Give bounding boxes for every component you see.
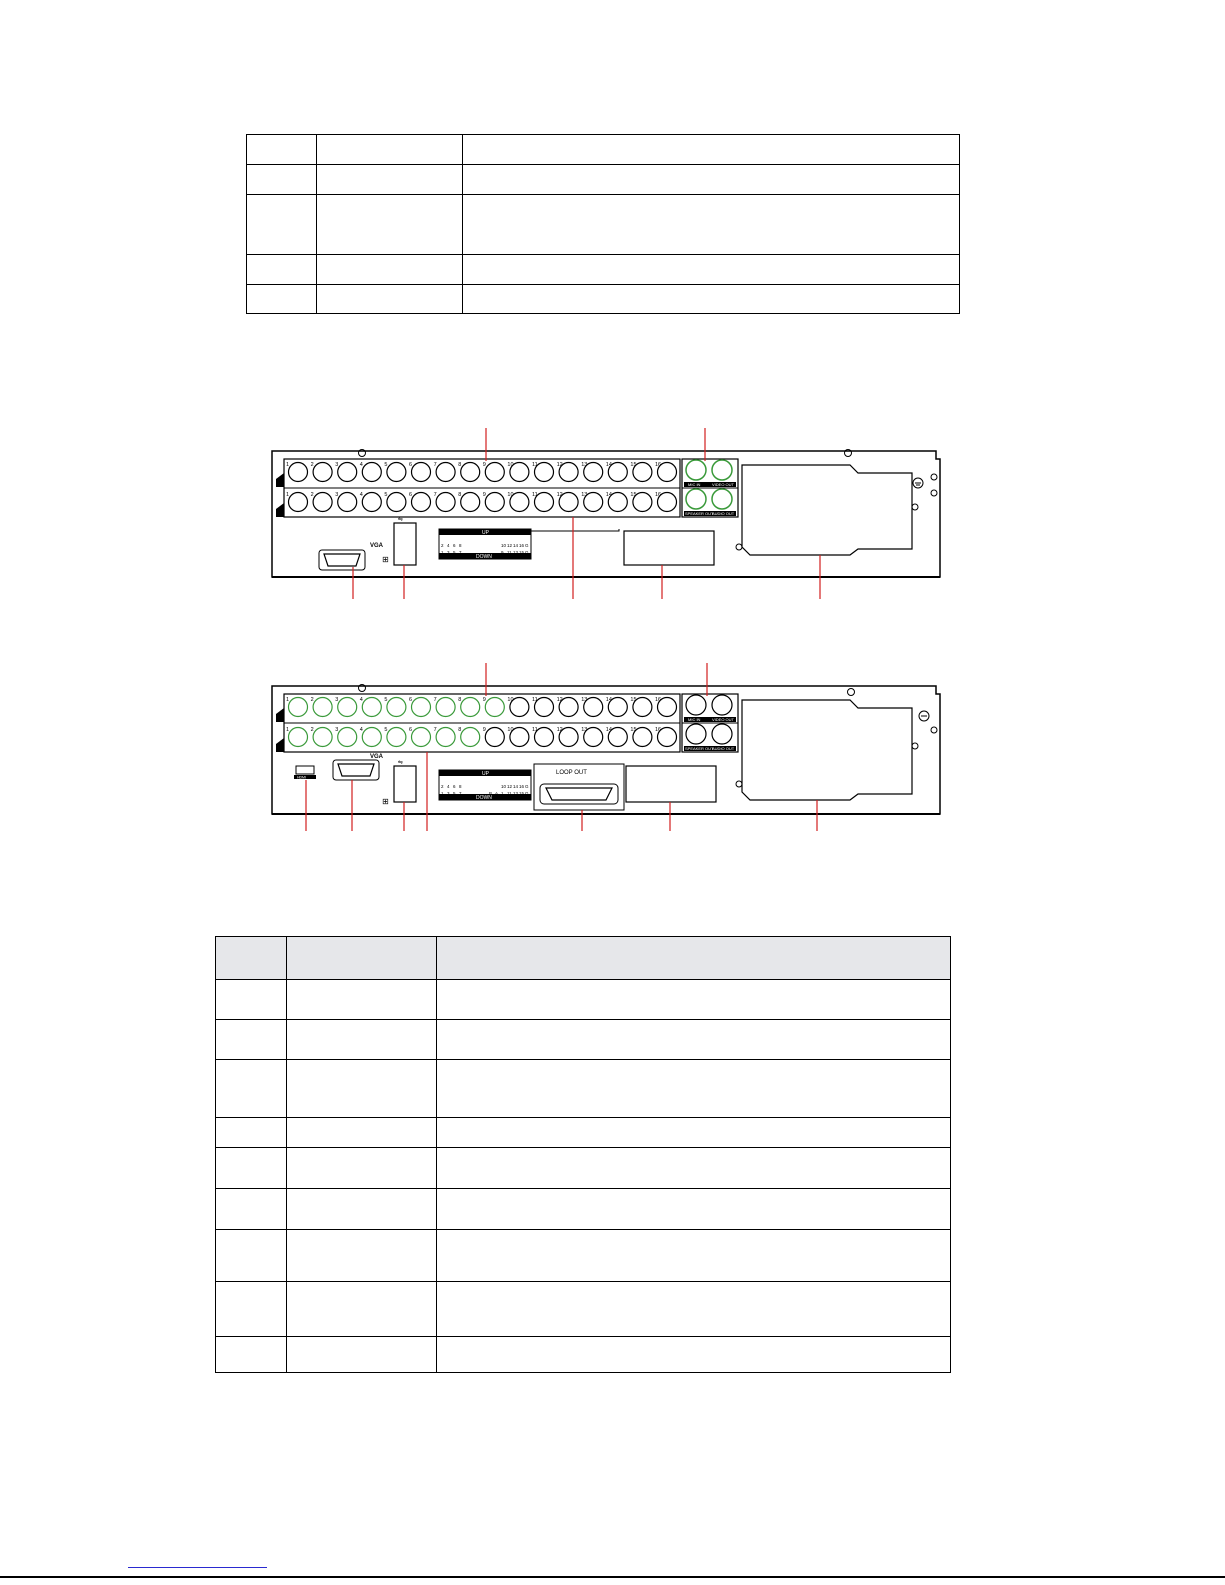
row-name bbox=[287, 1148, 437, 1189]
row-num bbox=[216, 937, 287, 980]
cover-plate bbox=[626, 766, 716, 802]
row-desc bbox=[463, 135, 960, 165]
channel-number: 3 bbox=[335, 727, 339, 733]
row-num bbox=[216, 1148, 287, 1189]
row-num bbox=[247, 195, 317, 255]
loop-out-bnc bbox=[482, 492, 504, 512]
table-row bbox=[247, 135, 960, 165]
row-desc bbox=[463, 165, 960, 195]
video-in-bnc bbox=[387, 698, 406, 717]
channel-number: 12 bbox=[556, 492, 563, 498]
network-icon: ⊞ bbox=[382, 797, 389, 806]
channel-number: 10 bbox=[507, 727, 514, 733]
alarm-pin-label: 8 bbox=[459, 784, 462, 789]
video-out-connector bbox=[712, 460, 732, 480]
chassis-outline bbox=[272, 686, 940, 814]
row-desc bbox=[437, 980, 951, 1020]
alarm-pin-label: 1 bbox=[501, 791, 504, 796]
alarm-pin-label: 14 bbox=[513, 784, 519, 789]
row-num bbox=[216, 1060, 287, 1118]
alarm-pin-label: 13 bbox=[513, 550, 519, 555]
alarm-pin-label: 3 bbox=[447, 791, 450, 796]
loop-out-bnc bbox=[387, 493, 406, 512]
loop-out-bnc bbox=[338, 728, 357, 747]
alarm-up-label: UP bbox=[482, 530, 489, 536]
row-name bbox=[287, 980, 437, 1020]
speaker-out-label: SPEAKER OUT bbox=[685, 746, 714, 751]
channel-number: 9 bbox=[482, 462, 486, 468]
table-row bbox=[247, 255, 960, 285]
table-row bbox=[216, 1148, 951, 1189]
loop-out-bnc bbox=[433, 492, 455, 512]
power-supply bbox=[742, 465, 912, 555]
channel-number: 8 bbox=[458, 727, 462, 733]
channel-number: 15 bbox=[630, 462, 637, 468]
row-num bbox=[216, 1189, 287, 1230]
channel-number: 16 bbox=[655, 727, 662, 733]
alarm-pin-label: 10 bbox=[501, 543, 507, 548]
channel-number: 2 bbox=[310, 697, 314, 703]
speaker-out-connector bbox=[686, 489, 706, 509]
video-out-label: VIDEO OUT bbox=[712, 717, 735, 722]
rear-panel-table-1 bbox=[246, 134, 960, 314]
video-in-bnc bbox=[461, 463, 480, 482]
video-in-bnc bbox=[482, 462, 504, 482]
channel-number: 12 bbox=[556, 462, 563, 468]
screw-icon bbox=[931, 474, 937, 480]
channel-number: 12 bbox=[556, 727, 563, 733]
alarm-pin-label: 2 bbox=[441, 784, 444, 789]
footer-link-underline[interactable] bbox=[128, 1567, 267, 1568]
channel-number: 10 bbox=[507, 492, 514, 498]
row-desc bbox=[437, 937, 951, 980]
alarm-pin-label: 7 bbox=[459, 791, 462, 796]
row-desc bbox=[437, 1148, 951, 1189]
loop-out-port bbox=[546, 788, 612, 800]
alarm-pin-label: 9 bbox=[501, 550, 504, 555]
channel-number: 9 bbox=[482, 727, 486, 733]
alarm-pin-label: B bbox=[489, 791, 493, 796]
expansion-slot bbox=[531, 529, 619, 531]
loop-out-tag bbox=[276, 503, 284, 517]
channel-number: 7 bbox=[433, 697, 437, 703]
row-name bbox=[287, 1337, 437, 1373]
loop-out-bnc bbox=[289, 728, 308, 747]
channel-number: 15 bbox=[630, 492, 637, 498]
channel-number: 3 bbox=[335, 492, 339, 498]
speaker-out-connector bbox=[686, 724, 706, 744]
mic-in-label: MIC IN bbox=[688, 717, 701, 722]
loop-out-bnc bbox=[461, 493, 480, 512]
alarm-pin-label: 3 bbox=[447, 550, 450, 555]
video-in-bnc bbox=[412, 698, 431, 717]
rear-panel-table-2 bbox=[215, 936, 951, 1373]
row-name bbox=[317, 195, 463, 255]
row-name bbox=[287, 1230, 437, 1282]
channel-number: 1 bbox=[286, 492, 290, 498]
table-header-row bbox=[216, 937, 951, 980]
channel-number: 14 bbox=[605, 727, 612, 733]
power-supply bbox=[742, 700, 912, 800]
channel-number: 15 bbox=[630, 727, 637, 733]
row-num bbox=[247, 285, 317, 314]
channel-number: 4 bbox=[359, 727, 363, 733]
alarm-pin-label: A bbox=[495, 791, 499, 796]
loop-out-bnc bbox=[289, 493, 308, 512]
channel-number: 1 bbox=[286, 727, 290, 733]
alarm-pin-label: G bbox=[525, 791, 529, 796]
channel-number: 14 bbox=[605, 492, 612, 498]
channel-number: 3 bbox=[335, 462, 339, 468]
vga-label: VGA bbox=[370, 754, 384, 760]
alarm-pin-label: 16 bbox=[519, 784, 525, 789]
channel-number: 11 bbox=[532, 697, 538, 703]
vga-label: VGA bbox=[370, 543, 384, 549]
alarm-pin-label: 16 bbox=[519, 543, 525, 548]
channel-number: 16 bbox=[655, 492, 662, 498]
network-icon: ⊞ bbox=[382, 555, 389, 564]
channel-number: 1 bbox=[286, 462, 290, 468]
channel-number: 11 bbox=[532, 727, 538, 733]
row-num bbox=[247, 135, 317, 165]
table-row bbox=[216, 1118, 951, 1148]
bnc-connectors bbox=[289, 698, 677, 747]
loop-out-bnc bbox=[461, 728, 480, 747]
channel-number: 4 bbox=[359, 697, 363, 703]
channel-number: 5 bbox=[384, 492, 388, 498]
screw-icon bbox=[848, 689, 855, 696]
audio-out-connector bbox=[712, 724, 732, 744]
loop-out-bnc bbox=[412, 728, 431, 747]
rear-panel-diagram-b bbox=[264, 660, 950, 835]
channel-number: 6 bbox=[409, 462, 413, 468]
row-num bbox=[216, 1230, 287, 1282]
channel-number: 13 bbox=[581, 492, 588, 498]
loop-out-bnc bbox=[338, 493, 357, 512]
alarm-down-label: DOWN bbox=[476, 795, 492, 801]
row-name bbox=[317, 285, 463, 314]
alarm-pin-label: G bbox=[525, 543, 529, 548]
row-num bbox=[247, 255, 317, 285]
row-desc bbox=[437, 1189, 951, 1230]
row-num bbox=[216, 1118, 287, 1148]
row-name bbox=[287, 1282, 437, 1337]
channel-number: 6 bbox=[409, 492, 413, 498]
row-name bbox=[317, 135, 463, 165]
audio-out-label: AUDIO OUT bbox=[712, 746, 735, 751]
channel-number: 14 bbox=[605, 697, 612, 703]
footer-rule bbox=[0, 1576, 1225, 1578]
mic-in-connector bbox=[686, 695, 706, 715]
video-in-bnc bbox=[310, 462, 332, 482]
channel-number: 7 bbox=[433, 492, 437, 498]
channel-number: 4 bbox=[359, 492, 363, 498]
table-row bbox=[247, 285, 960, 314]
alarm-pin-label: 6 bbox=[453, 784, 456, 789]
channel-number: 6 bbox=[409, 697, 413, 703]
video-in-bnc bbox=[412, 463, 431, 482]
channel-number: 8 bbox=[458, 492, 462, 498]
row-desc bbox=[437, 1060, 951, 1118]
alarm-pin-label: G bbox=[525, 784, 529, 789]
table-row bbox=[247, 195, 960, 255]
channel-number: 2 bbox=[310, 727, 314, 733]
video-in-bnc bbox=[359, 697, 381, 717]
row-name bbox=[317, 165, 463, 195]
channel-number: 15 bbox=[630, 697, 637, 703]
alarm-pin-label: 7 bbox=[459, 550, 462, 555]
alarm-pin-label: 11 bbox=[507, 550, 512, 555]
cover-plate bbox=[624, 531, 714, 565]
channel-number: 7 bbox=[433, 727, 437, 733]
row-desc bbox=[437, 1020, 951, 1060]
channel-number: 5 bbox=[384, 727, 388, 733]
channel-number: 5 bbox=[384, 462, 388, 468]
loop-out-tag bbox=[276, 738, 284, 752]
hdmi-port bbox=[296, 766, 314, 774]
video-in-bnc bbox=[310, 697, 332, 717]
channel-number: 13 bbox=[581, 697, 588, 703]
alarm-pin-label: 11 bbox=[507, 791, 512, 796]
row-name bbox=[287, 1118, 437, 1148]
table-row bbox=[216, 1020, 951, 1060]
usb-icon: ⇋ bbox=[398, 759, 404, 766]
alarm-pin-label: 15 bbox=[519, 791, 525, 796]
screw-icon bbox=[912, 504, 918, 510]
vga-port bbox=[324, 554, 360, 566]
channel-number: 11 bbox=[532, 492, 538, 498]
channel-number: 13 bbox=[581, 462, 588, 468]
channel-number: 2 bbox=[310, 462, 314, 468]
row-desc bbox=[437, 1282, 951, 1337]
row-num bbox=[247, 165, 317, 195]
table-row bbox=[247, 165, 960, 195]
alarm-pin-label: 6 bbox=[453, 543, 456, 548]
loop-out-bnc bbox=[412, 493, 431, 512]
chassis-outline bbox=[272, 451, 940, 577]
channel-number: 13 bbox=[581, 727, 588, 733]
channel-number: 8 bbox=[458, 462, 462, 468]
alarm-pin-label: 1 bbox=[441, 791, 444, 796]
table-row bbox=[216, 1282, 951, 1337]
video-in-bnc bbox=[289, 463, 308, 482]
row-desc bbox=[437, 1230, 951, 1282]
channel-number: 10 bbox=[507, 462, 514, 468]
mic-in-label: MIC IN bbox=[688, 482, 701, 487]
loop-out-bnc bbox=[359, 727, 381, 747]
table-row bbox=[216, 1060, 951, 1118]
audio-out-connector bbox=[712, 489, 732, 509]
row-name bbox=[287, 1020, 437, 1060]
video-in-bnc bbox=[482, 697, 504, 717]
screw-icon bbox=[931, 727, 937, 733]
video-in-bnc bbox=[338, 463, 357, 482]
channel-number: 9 bbox=[482, 697, 486, 703]
loop-out-label: LOOP OUT bbox=[556, 770, 587, 776]
video-in-bnc bbox=[461, 698, 480, 717]
video-in-bnc bbox=[359, 462, 381, 482]
channel-number: 4 bbox=[359, 462, 363, 468]
bnc-connectors bbox=[289, 463, 677, 512]
table-row bbox=[216, 1230, 951, 1282]
row-desc bbox=[463, 285, 960, 314]
row-num bbox=[216, 1282, 287, 1337]
rear-panel-diagram-a bbox=[264, 425, 950, 603]
video-in-bnc bbox=[433, 697, 455, 717]
alarm-pin-label: 8 bbox=[459, 543, 462, 548]
channel-number: 10 bbox=[507, 697, 514, 703]
alarm-pin-label: 4 bbox=[447, 543, 450, 548]
channel-number: 16 bbox=[655, 462, 662, 468]
row-name bbox=[287, 1060, 437, 1118]
row-name bbox=[287, 937, 437, 980]
loop-out-bnc bbox=[387, 728, 406, 747]
loop-out-port-frame bbox=[540, 784, 618, 804]
channel-number: 5 bbox=[384, 697, 388, 703]
channel-number: 16 bbox=[655, 697, 662, 703]
channel-number: 8 bbox=[458, 697, 462, 703]
speaker-out-label: SPEAKER OUT bbox=[685, 511, 714, 516]
alarm-pin-label: 12 bbox=[507, 543, 513, 548]
alarm-pin-label: 10 bbox=[501, 784, 507, 789]
alarm-up-label: UP bbox=[482, 771, 489, 777]
alarm-pin-label: 12 bbox=[507, 784, 513, 789]
audio-out-label: AUDIO OUT bbox=[712, 511, 735, 516]
alarm-pin-label: 1 bbox=[441, 550, 444, 555]
channel-number: 14 bbox=[605, 462, 612, 468]
video-in-tag bbox=[276, 473, 284, 487]
row-num bbox=[216, 1020, 287, 1060]
loop-out-bnc bbox=[482, 727, 504, 747]
alarm-pin-label: 5 bbox=[453, 791, 456, 796]
alarm-pin-label: 14 bbox=[513, 543, 519, 548]
row-name bbox=[317, 255, 463, 285]
alarm-pin-label: G bbox=[525, 550, 529, 555]
channel-number: 1 bbox=[286, 697, 290, 703]
table-row bbox=[216, 1189, 951, 1230]
video-out-connector bbox=[712, 695, 732, 715]
loop-out-bnc bbox=[310, 492, 332, 512]
loop-out-bnc bbox=[310, 727, 332, 747]
vga-port bbox=[338, 764, 374, 776]
screw-icon bbox=[931, 490, 937, 496]
video-in-bnc bbox=[338, 698, 357, 717]
row-desc bbox=[463, 255, 960, 285]
alarm-pin-label: 2 bbox=[441, 543, 444, 548]
video-in-tag bbox=[276, 708, 284, 722]
channel-number: 3 bbox=[335, 697, 339, 703]
screw-icon bbox=[736, 544, 742, 550]
mic-in-connector bbox=[686, 460, 706, 480]
hdmi-label: HDMI bbox=[297, 775, 306, 780]
channel-number: 11 bbox=[532, 462, 538, 468]
video-in-bnc bbox=[433, 462, 455, 482]
row-desc bbox=[437, 1337, 951, 1373]
channel-number: 12 bbox=[556, 697, 563, 703]
alarm-down-label: DOWN bbox=[476, 554, 492, 560]
table-row bbox=[216, 1337, 951, 1373]
video-in-bnc bbox=[289, 698, 308, 717]
channel-number: 7 bbox=[433, 462, 437, 468]
row-num bbox=[216, 980, 287, 1020]
usb-icon: ⇋ bbox=[398, 516, 404, 523]
loop-out-bnc bbox=[433, 727, 455, 747]
row-name bbox=[287, 1189, 437, 1230]
channel-number: 9 bbox=[482, 492, 486, 498]
video-out-label: VIDEO OUT bbox=[712, 482, 735, 487]
video-in-bnc bbox=[387, 463, 406, 482]
screw-icon bbox=[912, 743, 918, 749]
alarm-pin-label: 4 bbox=[447, 784, 450, 789]
table-row bbox=[216, 980, 951, 1020]
row-num bbox=[216, 1337, 287, 1373]
channel-number: 2 bbox=[310, 492, 314, 498]
loop-out-bnc bbox=[359, 492, 381, 512]
usb-lan-port bbox=[394, 523, 416, 565]
row-desc bbox=[437, 1118, 951, 1148]
alarm-pin-label: 13 bbox=[513, 791, 519, 796]
usb-lan-port bbox=[394, 766, 416, 802]
channel-number: 6 bbox=[409, 727, 413, 733]
alarm-pin-label: 15 bbox=[519, 550, 525, 555]
alarm-pin-label: 5 bbox=[453, 550, 456, 555]
screw-icon bbox=[736, 781, 742, 787]
row-desc bbox=[463, 195, 960, 255]
